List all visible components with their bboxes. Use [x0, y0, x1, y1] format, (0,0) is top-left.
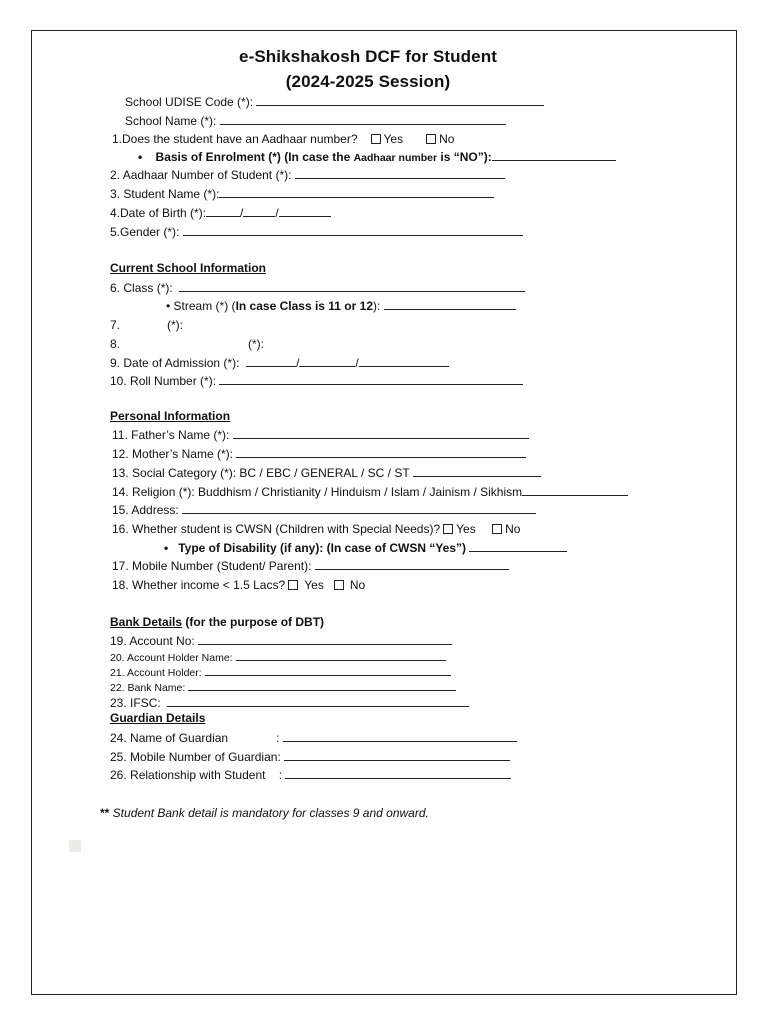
stream-row: • Stream (*) (In case Class is 11 or 12):	[166, 299, 516, 313]
father-label: Father’s Name (*):	[131, 428, 230, 442]
udise-row	[125, 95, 544, 109]
udise-label: School UDISE Code (*):	[125, 95, 254, 109]
item-8-row	[110, 337, 264, 351]
class-row	[110, 281, 525, 295]
income-yes-checkbox[interactable]	[288, 580, 298, 590]
cwsn-yes-checkbox[interactable]	[443, 524, 453, 534]
guardian-mobile-row	[110, 750, 510, 764]
income-yes-label: Yes	[304, 578, 324, 592]
bank-heading-suffix: (for the purpose of DBT)	[182, 615, 325, 629]
current-school-heading: Current School Information	[110, 261, 266, 275]
school-name-label: School Name (*):	[125, 114, 217, 128]
num-8: 8.	[110, 337, 121, 351]
num-11: 11.	[112, 428, 128, 442]
num-25: 25.	[110, 750, 127, 764]
mother-blank[interactable]	[236, 447, 526, 458]
dob-row: 4.Date of Birth (*): / /	[110, 206, 331, 220]
num-7: 7.	[110, 318, 121, 332]
mobile-label: Mobile Number (Student/ Parent):	[132, 559, 312, 573]
num-2: 2.	[110, 168, 121, 182]
stream-blank[interactable]	[384, 299, 516, 310]
num-18: 18.	[112, 578, 129, 592]
num-21: 21.	[110, 667, 125, 679]
mother-label: Mother’s Name (*):	[132, 447, 233, 461]
bank-name-blank[interactable]	[188, 682, 456, 691]
bank-heading-row	[110, 615, 324, 629]
religion-blank[interactable]	[522, 485, 628, 496]
address-label: Address:	[131, 503, 179, 517]
religion-row	[112, 485, 628, 499]
address-blank[interactable]	[182, 503, 536, 514]
ifsc-label: IFSC:	[130, 696, 161, 710]
school-name-row	[125, 114, 506, 128]
guardian-name-blank[interactable]	[283, 731, 517, 742]
relationship-blank[interactable]	[285, 768, 511, 779]
item-7-label: (*):	[167, 318, 184, 332]
num-17: 17.	[112, 559, 129, 573]
class-label: Class (*):	[123, 281, 173, 295]
stream-label-b: In case Class is 11 or 12	[235, 299, 373, 313]
income-no-checkbox[interactable]	[334, 580, 344, 590]
cwsn-no-checkbox[interactable]	[492, 524, 502, 534]
stream-label-c: ):	[373, 299, 381, 313]
basis-blank[interactable]	[492, 150, 616, 161]
guardian-heading: Guardian Details	[110, 711, 206, 725]
aadhaar-yes-label: Yes	[383, 132, 404, 146]
income-row	[112, 578, 365, 592]
income-no-label: No	[349, 578, 366, 592]
class-blank[interactable]	[179, 281, 525, 292]
num-9: 9.	[110, 356, 121, 370]
income-label: Whether income < 1.5 Lacs?	[132, 578, 286, 592]
mobile-row	[112, 559, 509, 573]
account-no-blank[interactable]	[198, 634, 452, 645]
form-session: (2024-2025 Session)	[285, 72, 451, 91]
num-15: 15.	[112, 503, 129, 517]
social-category-label: Social Category (*): BC / EBC / GENERAL / SC / ST	[132, 466, 410, 480]
account-no-label: Account No:	[129, 634, 195, 648]
num-24: 24.	[110, 731, 127, 745]
basis-row: • Basis of Enrolment (*) (In case the Aadhaar number is “NO”):	[138, 150, 616, 165]
mobile-blank[interactable]	[315, 559, 509, 570]
student-name-blank[interactable]	[219, 187, 494, 198]
ifsc-blank[interactable]	[167, 696, 469, 707]
admission-day-blank[interactable]	[246, 356, 296, 367]
gender-row	[110, 225, 523, 239]
stream-label-a: Stream (*) (	[173, 299, 236, 313]
aadhaar-number-blank[interactable]	[295, 168, 505, 179]
footnote-text: Student Bank detail is mandatory for classes 9 and onward.	[109, 806, 429, 820]
holder-name-row	[110, 651, 446, 665]
roll-blank[interactable]	[219, 374, 523, 385]
father-row	[112, 428, 529, 442]
cwsn-no-label: No	[505, 522, 521, 536]
admission-label: Date of Admission (*):	[123, 356, 240, 370]
basis-label-c: is “NO”):	[437, 150, 492, 164]
item-7-row	[110, 318, 183, 332]
num-22: 22.	[110, 682, 125, 694]
num-14: 14.	[112, 485, 129, 499]
gender-label: 5.Gender (*):	[110, 225, 180, 239]
holder-blank[interactable]	[205, 667, 451, 676]
holder-row	[110, 666, 451, 680]
num-10: 10.	[110, 374, 127, 388]
udise-blank[interactable]	[256, 95, 544, 106]
num-26: 26.	[110, 768, 127, 782]
bank-heading: Bank Details	[110, 615, 183, 629]
basis-label-a: Basis of Enrolment (*) (In case the	[155, 150, 354, 164]
admission-month-blank[interactable]	[299, 356, 355, 367]
num-20: 20.	[110, 652, 125, 664]
dob-day-blank[interactable]	[206, 206, 240, 217]
num-19: 19.	[110, 634, 127, 648]
num-13: 13.	[112, 466, 129, 480]
guardian-mobile-blank[interactable]	[284, 750, 510, 761]
roll-label: Roll Number (*):	[130, 374, 217, 388]
small-gray-square	[69, 840, 81, 852]
holder-name-label: Account Holder Name:	[126, 652, 233, 664]
cwsn-label: Whether student is CWSN (Children with Special Needs)?	[132, 522, 441, 536]
guardian-name-row: 24. Name of Guardian :	[110, 731, 517, 745]
social-category-blank[interactable]	[413, 466, 541, 477]
footnote-stars: **	[100, 806, 110, 820]
religion-label: Religion (*): Buddhism / Christianity / Hinduism / Islam / Jainism / Sikhism	[132, 485, 523, 499]
admission-row: 9. Date of Admission (*): / /	[110, 356, 449, 370]
student-name-label: Student Name (*):	[123, 187, 220, 201]
aadhaar-no-checkbox[interactable]	[426, 134, 436, 144]
num-16: 16.	[112, 522, 129, 536]
ifsc-row	[110, 696, 469, 710]
guardian-mobile-label: Mobile Number of Guardian:	[130, 750, 281, 764]
father-blank[interactable]	[233, 428, 529, 439]
guardian-name-label: Name of Guardian	[130, 731, 229, 745]
bank-name-row	[110, 681, 456, 695]
mother-row	[112, 447, 526, 461]
holder-name-blank[interactable]	[236, 652, 446, 661]
bank-name-label: Bank Name:	[127, 682, 186, 694]
form-title: e-Shikshakosh DCF for Student	[239, 47, 497, 66]
num-3: 3.	[110, 187, 121, 201]
address-row	[112, 503, 536, 517]
num-12: 12.	[112, 447, 129, 461]
basis-label-b: Aadhaar number	[353, 152, 438, 164]
cwsn-row	[112, 522, 520, 536]
aadhaar-number-row	[110, 168, 505, 182]
num-6: 6.	[110, 281, 121, 295]
item-8-label: (*):	[248, 337, 265, 351]
disability-blank[interactable]	[469, 541, 567, 552]
student-name-row	[110, 187, 494, 201]
cwsn-yes-label: Yes	[456, 522, 476, 536]
relationship-label: Relationship with Student	[130, 768, 266, 782]
num-23: 23.	[110, 696, 127, 710]
admission-year-blank[interactable]	[359, 356, 449, 367]
roll-row	[110, 374, 523, 388]
aadhaar-no-label: No	[439, 132, 455, 146]
footnote	[100, 806, 429, 820]
personal-info-heading: Personal Information	[110, 409, 231, 423]
aadhaar-number-label: Aadhaar Number of Student (*):	[122, 168, 292, 182]
dob-month-blank[interactable]	[243, 206, 275, 217]
relationship-row: 26. Relationship with Student :	[110, 768, 511, 782]
social-category-row	[112, 466, 541, 480]
account-no-row	[110, 634, 452, 648]
dob-year-blank[interactable]	[279, 206, 331, 217]
disability-row: • Type of Disability (if any): (In case of CWSN “Yes”)	[164, 541, 567, 555]
aadhaar-yes-checkbox[interactable]	[371, 134, 381, 144]
aadhaar-question-label: 1.Does the student have an Aadhaar number?	[112, 132, 358, 146]
gender-blank[interactable]	[183, 225, 523, 236]
disability-label: Type of Disability (if any): (In case of CWSN “Yes”)	[178, 541, 467, 555]
aadhaar-question-row	[112, 132, 454, 146]
school-name-blank[interactable]	[220, 114, 506, 125]
dob-label: 4.Date of Birth (*):	[110, 206, 207, 220]
holder-label: Account Holder:	[126, 667, 202, 679]
